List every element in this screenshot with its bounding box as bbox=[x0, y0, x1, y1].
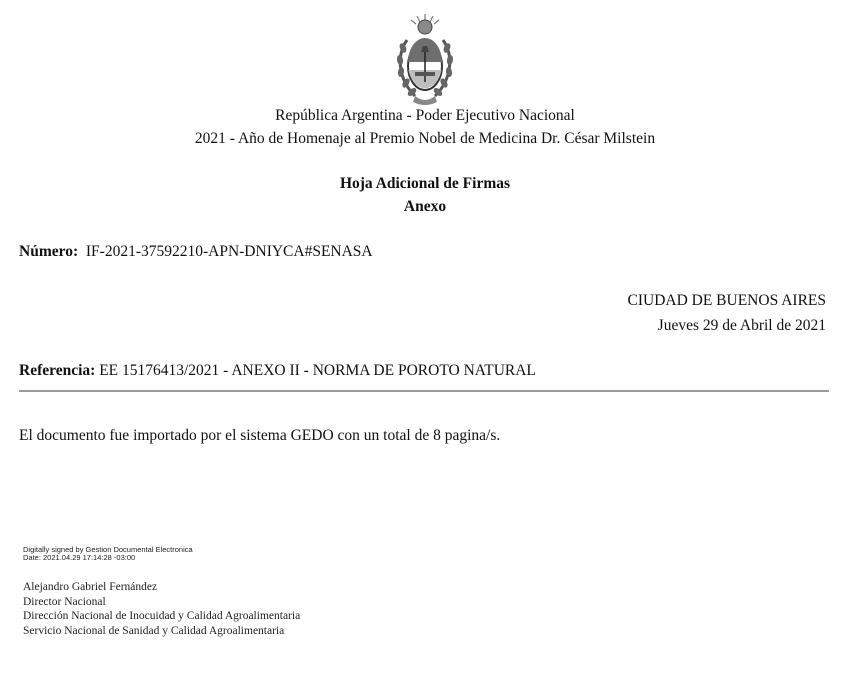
location-date: Jueves 29 de Abril de 2021 bbox=[657, 317, 826, 334]
digital-signature bbox=[23, 546, 193, 562]
digital-signature-line-1: Digitally signed by Gestion Documental Electronica bbox=[23, 545, 193, 554]
referencia-label: Referencia: bbox=[19, 362, 96, 379]
document-subtitle: Anexo bbox=[403, 198, 447, 215]
body-text: El documento fue importado por el sistema GEDO con un total de 8 pagina/s. bbox=[19, 427, 501, 444]
numero-value: IF-2021-37592210-APN-DNIYCA#SENASA bbox=[85, 243, 373, 260]
signer-agency: Servicio Nacional de Sanidad y Calidad Agroalimentaria bbox=[23, 624, 285, 637]
numero-label: Número: bbox=[19, 243, 79, 260]
referencia-value: EE 15176413/2021 - ANEXO II - NORMA DE POROTO NATURAL bbox=[99, 362, 536, 379]
signer-position: Director Nacional bbox=[23, 595, 106, 608]
document-title: Hoja Adicional de Firmas bbox=[339, 175, 511, 192]
numero-row bbox=[19, 243, 373, 261]
referencia-row bbox=[19, 362, 536, 380]
location-city: CIUDAD DE BUENOS AIRES bbox=[627, 292, 826, 309]
coat-of-arms-icon bbox=[393, 12, 457, 108]
header-line-1: República Argentina - Poder Ejecutivo Nacional bbox=[275, 107, 575, 124]
signer-name: Alejandro Gabriel Fernández bbox=[23, 581, 158, 593]
divider bbox=[19, 390, 829, 392]
header-line-2: 2021 - Año de Homenaje al Premio Nobel de Medicina Dr. César Milstein bbox=[194, 130, 656, 147]
signer-office: Dirección Nacional de Inocuidad y Calidad Agroalimentaria bbox=[23, 610, 301, 622]
digital-signature-date: Date: 2021.04.29 17:14:28 -03:00 bbox=[23, 553, 136, 562]
signer-block bbox=[23, 580, 300, 638]
